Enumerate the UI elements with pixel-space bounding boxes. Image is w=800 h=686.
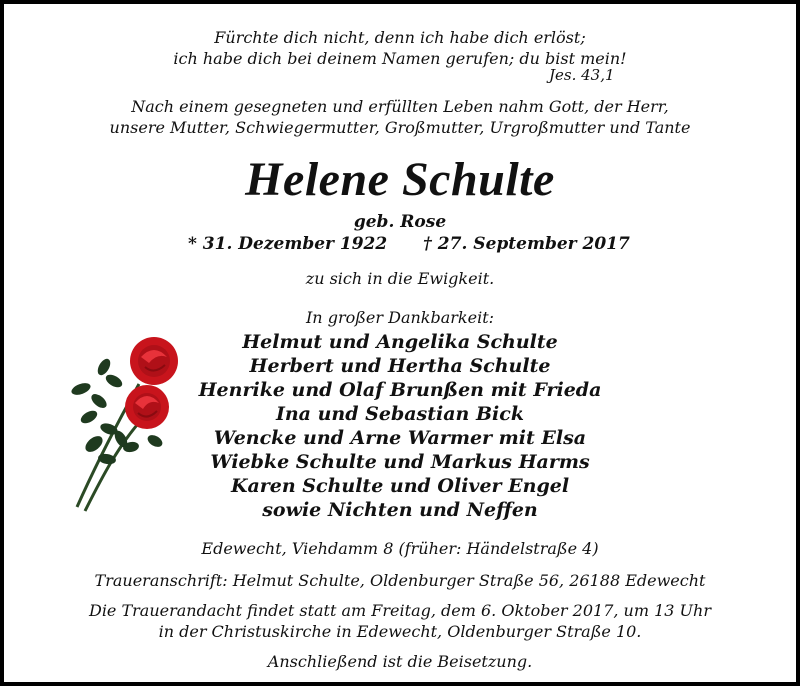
mourner-entry: sowie Nichten und Neffen bbox=[262, 499, 538, 521]
gratitude-line: In großer Dankbarkeit: bbox=[305, 308, 495, 327]
verse-line-1: Fürchte dich nicht, denn ich habe dich erlöst; bbox=[214, 28, 586, 47]
burial-note: Anschließend ist die Beisetzung. bbox=[267, 652, 533, 671]
mourner-entry: Helmut und Angelika Schulte bbox=[242, 331, 558, 353]
mourner-entry: Ina und Sebastian Bick bbox=[275, 403, 524, 425]
service-line-1: Die Trauerandacht findet statt am Freitag, dem 6. Oktober 2017, um 13 Uhr bbox=[88, 601, 711, 620]
deceased-name: Helene Schulte bbox=[245, 153, 555, 206]
mourner-entry: Wiebke Schulte und Markus Harms bbox=[210, 451, 590, 473]
mourner-entry: Wencke und Arne Warmer mit Elsa bbox=[213, 427, 587, 449]
mourner-entry: Henrike und Olaf Brunßen mit Frieda bbox=[198, 379, 602, 401]
closing-phrase: zu sich in die Ewigkeit. bbox=[305, 269, 495, 288]
intro-line-2: unsere Mutter, Schwiegermutter, Großmutter, Urgroßmutter und Tante bbox=[109, 118, 691, 137]
intro-line-1: Nach einem gesegneten und erfüllten Leben nahm Gott, der Herr, bbox=[131, 97, 669, 116]
mourner-entry: Karen Schulte und Oliver Engel bbox=[230, 475, 570, 497]
birth-date: * 31. Dezember 1922 bbox=[188, 234, 388, 254]
roses-icon bbox=[59, 329, 189, 514]
verse-reference: Jes. 43,1 bbox=[549, 66, 615, 84]
verse-line-2: ich habe dich bei deinem Namen gerufen; du bist mein! bbox=[173, 49, 627, 68]
maiden-name: geb. Rose bbox=[353, 212, 447, 232]
death-date: † 27. September 2017 bbox=[423, 234, 630, 254]
mourning-address: Traueranschrift: Helmut Schulte, Oldenburger Straße 56, 26188 Edewecht bbox=[94, 571, 706, 590]
residence-address: Edewecht, Viehdamm 8 (früher: Händelstraße 4) bbox=[201, 539, 599, 558]
mourner-entry: Herbert und Hertha Schulte bbox=[249, 355, 551, 377]
service-line-2: in der Christuskirche in Edewecht, Oldenburger Straße 10. bbox=[158, 622, 642, 641]
